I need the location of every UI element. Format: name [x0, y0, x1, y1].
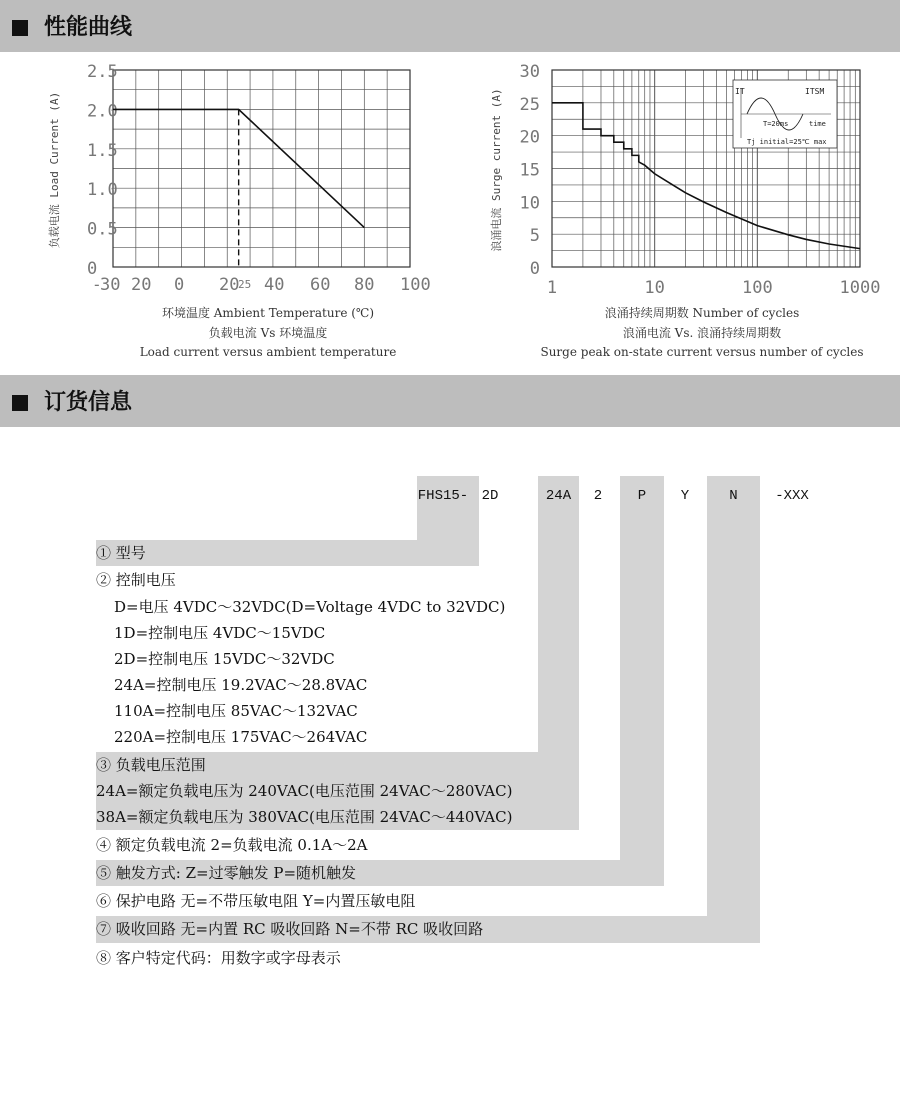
order-line-38a-load: 38A=额定负载电压为 380VAC(电压范围 24VAC～440VAC)	[96, 808, 513, 826]
x-tick-label: 80	[354, 275, 375, 295]
code-box-snubber	[707, 476, 760, 943]
order-line-control-voltage: ② 控制电压	[96, 571, 176, 589]
order-line-load-current: ④ 额定负载电流 2=负载电流 0.1A～2A	[96, 836, 368, 854]
y-tick-label: 20	[519, 127, 540, 148]
x-tick-label: 1	[546, 278, 558, 298]
order-line-protection: ⑥ 保护电路 无=不带压敏电阻 Y=内置压敏电阻	[96, 892, 416, 910]
section-header-ordering	[0, 375, 900, 427]
order-code-custom: -XXX	[775, 488, 809, 504]
order-line-110a: 110A=控制电压 85VAC～132VAC	[114, 702, 358, 720]
chart1-xlabel: 环境温度 Ambient Temperature (℃)	[161, 306, 375, 320]
square-bullet-icon	[12, 395, 28, 411]
square-bullet-icon	[12, 20, 28, 36]
y-tick-label: 25	[519, 94, 540, 115]
inset-label-period: T=20ms	[763, 120, 789, 128]
section-title: 订货信息	[44, 390, 133, 415]
chart2-caption-en: Surge peak on-state current versus number of cycles	[540, 345, 864, 359]
y-tick-label: 30	[519, 62, 540, 82]
order-code-load-current: 2	[593, 488, 603, 504]
order-line-24a-load: 24A=额定负载电压为 240VAC(电压范围 24VAC～280VAC)	[96, 782, 513, 800]
inset-label-time: time	[809, 120, 826, 128]
order-line-custom: ⑧ 客户特定代码：用数字或字母表示	[96, 949, 341, 967]
y-tick-label: 1.5	[87, 140, 118, 161]
inset-note: Tj initial=25℃ max	[747, 138, 827, 146]
order-code-protection: Y	[680, 488, 690, 504]
y-tick-label: 0	[529, 259, 540, 279]
chart2-caption-cn: 浪涌电流 Vs. 浪涌持续周期数	[622, 326, 782, 340]
chart2-xlabel: 浪涌持续周期数 Number of cycles	[604, 306, 800, 320]
order-code-model: FHS15-	[417, 488, 469, 504]
chart1-caption-cn: 负载电流 Vs 环境温度	[208, 326, 328, 340]
y-tick-label: 10	[519, 193, 540, 214]
x-tick-label: 40	[264, 275, 285, 295]
y-tick-label: 0.5	[87, 219, 118, 240]
y-axis-label: 负载电流 Load Current (A)	[48, 91, 61, 249]
inset-label-it: IT	[735, 87, 745, 96]
y-tick-label: 2.0	[87, 101, 118, 122]
y-tick-label: 15	[519, 160, 540, 181]
order-line-220a: 220A=控制电压 175VAC～264VAC	[114, 728, 368, 746]
order-line-d: D=电压 4VDC～32VDC(D=Voltage 4VDC to 32VDC)	[114, 598, 506, 616]
y-tick-label: 1.0	[87, 180, 118, 201]
order-line-load-voltage: ③ 负载电压范围	[96, 756, 206, 774]
chart1-caption-en: Load current versus ambient temperature	[139, 345, 397, 359]
order-line-2d: 2D=控制电压 15VDC～32VDC	[114, 650, 335, 668]
order-code-trigger: P	[637, 488, 647, 504]
x-tick-label: 100	[400, 275, 431, 295]
code-box-model-row	[96, 540, 479, 566]
order-code-control-voltage: 2D	[481, 488, 499, 504]
section-title: 性能曲线	[44, 15, 133, 40]
order-code-snubber: N	[729, 488, 738, 504]
x-tick-label: 30	[100, 275, 121, 295]
order-line-1d: 1D=控制电压 4VDC～15VDC	[114, 624, 326, 642]
order-line-24a: 24A=控制电压 19.2VAC～28.8VAC	[114, 676, 368, 694]
order-line-trigger: ⑤ 触发方式: Z=过零触发 P=随机触发	[96, 864, 357, 882]
x-tick-label: 100	[741, 278, 773, 298]
x-tick-label: 25	[238, 278, 252, 291]
x-tick-label: 0	[174, 275, 185, 295]
order-line-model: ① 型号	[96, 544, 146, 562]
code-box-trigger	[620, 476, 664, 886]
y-axis-label: 浪涌电流 Surge current (A)	[490, 88, 503, 252]
x-tick-label: 10	[644, 278, 665, 298]
x-tick-label: 60	[310, 275, 331, 295]
section-header-performance	[0, 0, 900, 52]
inset-label-itsm: ITSM	[805, 87, 825, 96]
x-tick-label: 20	[219, 275, 240, 295]
y-tick-label: 2.5	[87, 62, 118, 82]
y-tick-label: 0	[87, 259, 98, 279]
x-tick-label: 20	[131, 275, 152, 295]
x-tick-label: -	[92, 275, 102, 294]
y-tick-label: 5	[529, 226, 540, 247]
order-code-load-voltage: 24A	[545, 488, 572, 504]
x-tick-label: 1000	[839, 278, 881, 298]
order-line-snubber: ⑦ 吸收回路 无=内置 RC 吸收回路 N=不带 RC 吸收回路	[96, 920, 484, 938]
